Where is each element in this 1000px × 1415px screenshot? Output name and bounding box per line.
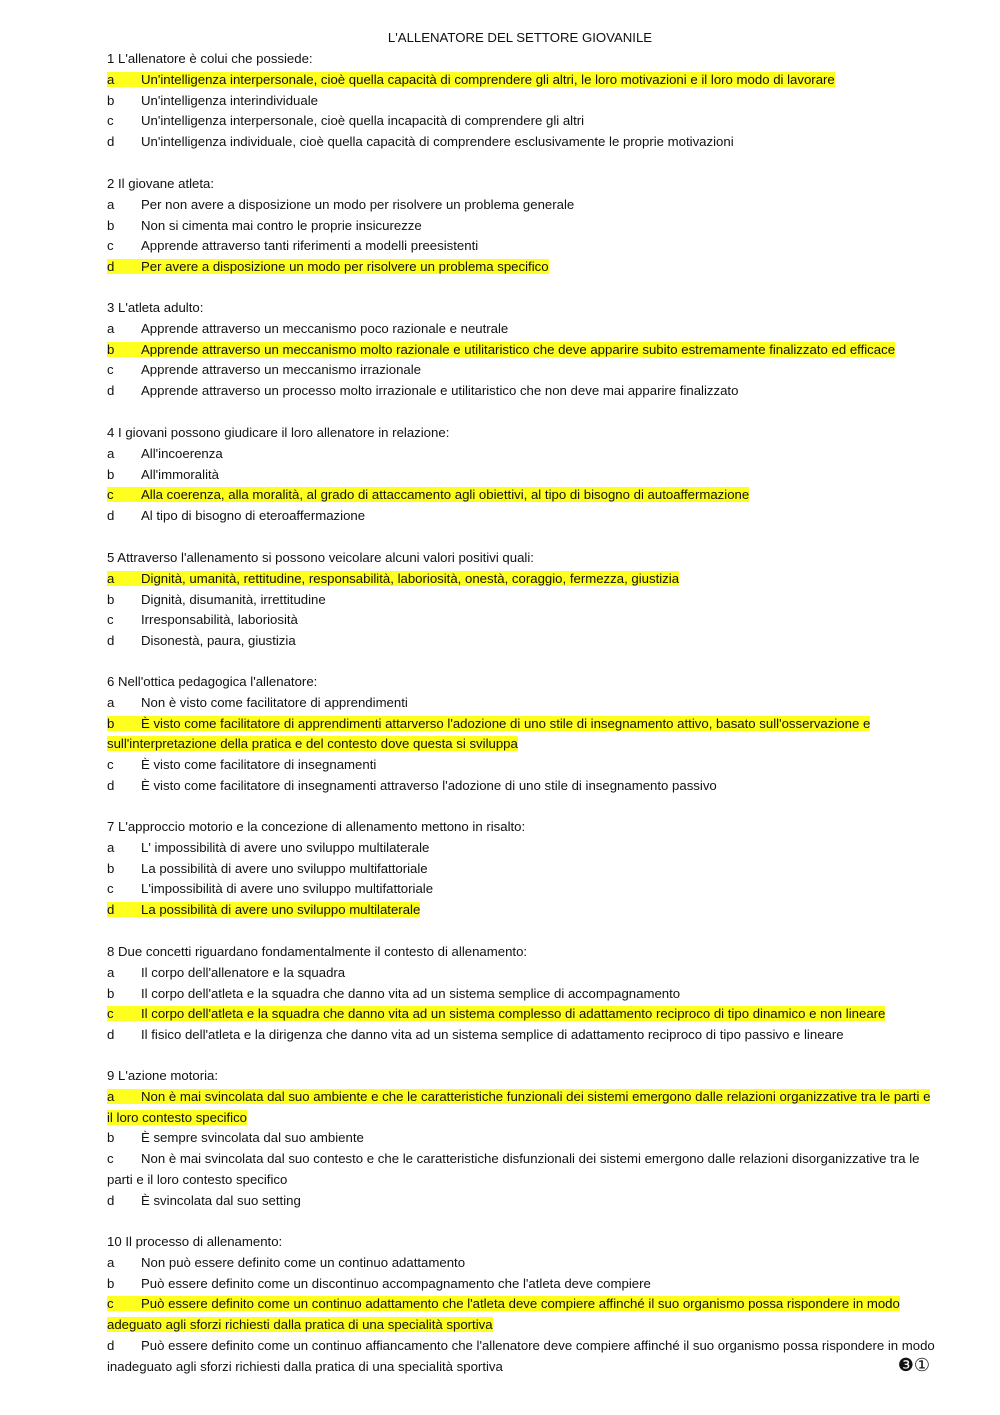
option-text: Può essere definito come un discontinuo accompagnamento che l'atleta deve compiere: [141, 1275, 651, 1291]
option-d-correct: [107, 900, 937, 921]
option-text: Dignità, umanità, rettitudine, responsabilità, laboriosità, onestà, coraggio, fermezza, giustizia: [141, 570, 680, 586]
option-a: [107, 444, 937, 465]
option-d: [107, 506, 937, 527]
option-c-correct: [107, 1004, 937, 1025]
option-text: Il corpo dell'atleta e la squadra che danno vita ad un sistema complesso di adattamento reciproco di tipo dinamico e non lineare: [141, 1006, 886, 1022]
option-text: Apprende attraverso un meccanismo irrazionale: [141, 362, 422, 378]
option-letter: c: [107, 1151, 114, 1167]
question-stem: 2 Il giovane atleta:: [107, 176, 215, 191]
option-c: [107, 236, 937, 257]
option-b-correct: [107, 340, 937, 361]
option-text: All'incoerenza: [141, 445, 223, 461]
option-a-correct: [107, 569, 937, 590]
option-letter: d: [107, 1337, 115, 1353]
option-letter: b: [107, 860, 115, 876]
option-a: [107, 838, 937, 859]
option-text: Può essere definito come un continuo affiancamento che l'allenatore deve compiere affinché il suo organismo possa rispondere in modo inadeguato agli sforzi richiesti dalla pratica di una specialità sportiva: [107, 1337, 935, 1374]
option-c: [107, 755, 937, 776]
question-stem: 9 L'azione motoria:: [107, 1068, 219, 1083]
option-c-correct: [107, 485, 937, 506]
option-letter: c: [107, 1006, 114, 1022]
option-c: [107, 610, 937, 631]
question-6: [107, 672, 937, 797]
option-letter: a: [107, 964, 115, 980]
option-c: [107, 111, 937, 132]
option-text: Il corpo dell'allenatore e la squadra: [141, 964, 346, 980]
option-text: L' impossibilità di avere uno sviluppo multilaterale: [141, 839, 430, 855]
page-number: ❸①: [897, 1355, 930, 1375]
option-letter: a: [107, 320, 115, 336]
option-a-correct: [107, 1087, 937, 1129]
option-letter: d: [107, 259, 115, 275]
question-1: [107, 49, 937, 153]
option-text: Per avere a disposizione un modo per risolvere un problema specifico: [141, 259, 549, 275]
option-letter: b: [107, 715, 115, 731]
option-b: [107, 1274, 937, 1295]
option-letter: b: [107, 591, 115, 607]
option-a-correct: [107, 70, 937, 91]
option-text: Un'intelligenza individuale, cioè quella capacità di comprendere esclusivamente le proprie motivazioni: [141, 134, 734, 150]
option-letter: a: [107, 1254, 115, 1270]
option-letter: c: [107, 1296, 114, 1312]
question-7: [107, 817, 937, 921]
option-b: [107, 859, 937, 880]
option-text: È visto come facilitatore di insegnamenti: [141, 757, 377, 773]
option-text: Un'intelligenza interindividuale: [141, 92, 318, 108]
option-letter: c: [107, 612, 114, 628]
option-c: [107, 879, 937, 900]
option-letter: d: [107, 508, 115, 524]
option-b: [107, 91, 937, 112]
option-text: Un'intelligenza interpersonale, cioè quella capacità di comprendere gli altri, le loro motivazioni e il loro modo di lavorare: [141, 71, 835, 87]
option-letter: b: [107, 1275, 115, 1291]
option-letter: b: [107, 217, 115, 233]
option-b: [107, 1128, 937, 1149]
question-stem: 7 L'approccio motorio e la concezione di allenamento mettono in risalto:: [107, 819, 526, 834]
option-text: All'immoralità: [141, 466, 219, 482]
option-b: [107, 590, 937, 611]
option-text: Il fisico dell'atleta e la dirigenza che danno vita ad un sistema semplice di adattamento reciproco di tipo passivo e lineare: [141, 1027, 844, 1043]
option-text: Il corpo dell'atleta e la squadra che danno vita ad un sistema semplice di accompagnamento: [141, 985, 681, 1001]
option-text: Alla coerenza, alla moralità, al grado di attaccamento agli obiettivi, al tipo di bisogno di autoaffermazione: [141, 487, 750, 503]
document-title: L'ALLENATORE DEL SETTORE GIOVANILE: [387, 30, 653, 45]
option-letter: c: [107, 757, 114, 773]
option-text: La possibilità di avere uno sviluppo multilaterale: [141, 902, 421, 918]
option-a: [107, 195, 937, 216]
option-text: Dignità, disumanità, irrettitudine: [141, 591, 326, 607]
option-a: [107, 319, 937, 340]
option-letter: a: [107, 839, 115, 855]
question-stem: 4 I giovani possono giudicare il loro allenatore in relazione:: [107, 425, 450, 440]
option-letter: c: [107, 238, 114, 254]
option-a: [107, 693, 937, 714]
option-letter: d: [107, 777, 115, 793]
option-letter: b: [107, 341, 115, 357]
option-d: [107, 132, 937, 153]
option-text: Apprende attraverso tanti riferimenti a modelli preesistenti: [141, 238, 479, 254]
option-letter: c: [107, 881, 114, 897]
option-letter: d: [107, 902, 115, 918]
option-b: [107, 465, 937, 486]
option-letter: d: [107, 633, 115, 649]
question-9: [107, 1066, 937, 1212]
option-a: [107, 963, 937, 984]
option-text: È visto come facilitatore di insegnamenti attraverso l'adozione di uno stile di insegnamento passivo: [141, 777, 717, 793]
option-d: [107, 776, 937, 797]
option-text: Al tipo di bisogno di eteroaffermazione: [141, 508, 366, 524]
question-stem: 1 L'allenatore è colui che possiede:: [107, 51, 313, 66]
option-text: Apprende attraverso un processo molto irrazionale e utilitaristico che non deve mai apparire finalizzato: [141, 383, 739, 399]
option-letter: b: [107, 92, 115, 108]
question-2: [107, 174, 937, 278]
question-stem: 8 Due concetti riguardano fondamentalmente il contesto di allenamento:: [107, 944, 528, 959]
option-letter: d: [107, 383, 115, 399]
option-text: Può essere definito come un continuo adattamento che l'atleta deve compiere affinché il suo organismo possa rispondere in modo adeguato agli sforzi richiesti dalla pratica di una specialità sportiva: [107, 1296, 900, 1333]
option-text: Non è mai svincolata dal suo contesto e che le caratteristiche disfunzionali dei sistemi emergono dalle relazioni disorganizzative tra le parti e il loro contesto specifico: [107, 1151, 920, 1187]
option-text: La possibilità di avere uno sviluppo multifattoriale: [141, 860, 428, 876]
option-text: Non è visto come facilitatore di apprendimenti: [141, 694, 408, 710]
option-text: È svincolata dal suo setting: [141, 1192, 301, 1208]
option-text: Non è mai svincolata dal suo ambiente e che le caratteristiche funzionali dei sistemi emergono dalle relazioni organizzative tra le parti e il loro contesto specifico: [107, 1088, 931, 1125]
option-letter: b: [107, 466, 115, 482]
option-d: [107, 1191, 937, 1212]
option-text: Per non avere a disposizione un modo per risolvere un problema generale: [141, 196, 575, 212]
question-3: [107, 298, 937, 402]
option-d: [107, 381, 937, 402]
option-letter: a: [107, 196, 115, 212]
option-letter: b: [107, 985, 115, 1001]
option-letter: a: [107, 71, 115, 87]
option-letter: d: [107, 134, 115, 150]
option-a: [107, 1253, 937, 1274]
option-letter: a: [107, 694, 115, 710]
option-text: Apprende attraverso un meccanismo poco razionale e neutrale: [141, 320, 509, 336]
option-d-correct: [107, 257, 937, 278]
option-text: Un'intelligenza interpersonale, cioè quella incapacità di comprendere gli altri: [141, 113, 585, 129]
option-letter: a: [107, 570, 115, 586]
question-stem: 10 Il processo di allenamento:: [107, 1234, 283, 1249]
option-letter: d: [107, 1192, 115, 1208]
question-4: [107, 423, 937, 527]
question-stem: 6 Nell'ottica pedagogica l'allenatore:: [107, 674, 318, 689]
option-text: Non si cimenta mai contro le proprie insicurezze: [141, 217, 422, 233]
option-d: [107, 631, 937, 652]
option-letter: c: [107, 487, 114, 503]
question-8: [107, 942, 937, 1046]
option-text: Apprende attraverso un meccanismo molto razionale e utilitaristico che deve apparire subito estremamente finalizzato ed efficace: [141, 341, 896, 357]
option-letter: a: [107, 445, 115, 461]
question-5: [107, 548, 937, 652]
option-letter: b: [107, 1130, 115, 1146]
option-text: L'impossibilità di avere uno sviluppo multifattoriale: [141, 881, 434, 897]
question-10: [107, 1232, 937, 1378]
option-text: Non può essere definito come un continuo adattamento: [141, 1254, 466, 1270]
option-c: [107, 360, 937, 381]
option-letter: c: [107, 113, 114, 129]
option-d: [107, 1025, 937, 1046]
option-c: [107, 1149, 937, 1191]
option-b: [107, 984, 937, 1005]
question-stem: 5 Attraverso l'allenamento si possono veicolare alcuni valori positivi quali:: [107, 550, 534, 565]
option-letter: d: [107, 1027, 115, 1043]
option-letter: a: [107, 1088, 115, 1104]
option-text: È visto come facilitatore di apprendimenti attarverso l'adozione di uno stile di insegnamento attivo, basato sull'osservazione e sull'interpretazione della pratica e del contesto dove questa si sviluppa: [107, 715, 871, 752]
option-text: Disonestà, paura, giustizia: [141, 633, 296, 649]
option-letter: c: [107, 362, 114, 378]
option-c-correct: [107, 1294, 937, 1336]
question-stem: 3 L'atleta adulto:: [107, 300, 204, 315]
option-b: [107, 216, 937, 237]
option-text: Irresponsabilità, laboriosità: [141, 612, 298, 628]
option-text: È sempre svincolata dal suo ambiente: [141, 1130, 364, 1146]
option-d: [107, 1336, 937, 1378]
option-b-correct: [107, 714, 937, 756]
